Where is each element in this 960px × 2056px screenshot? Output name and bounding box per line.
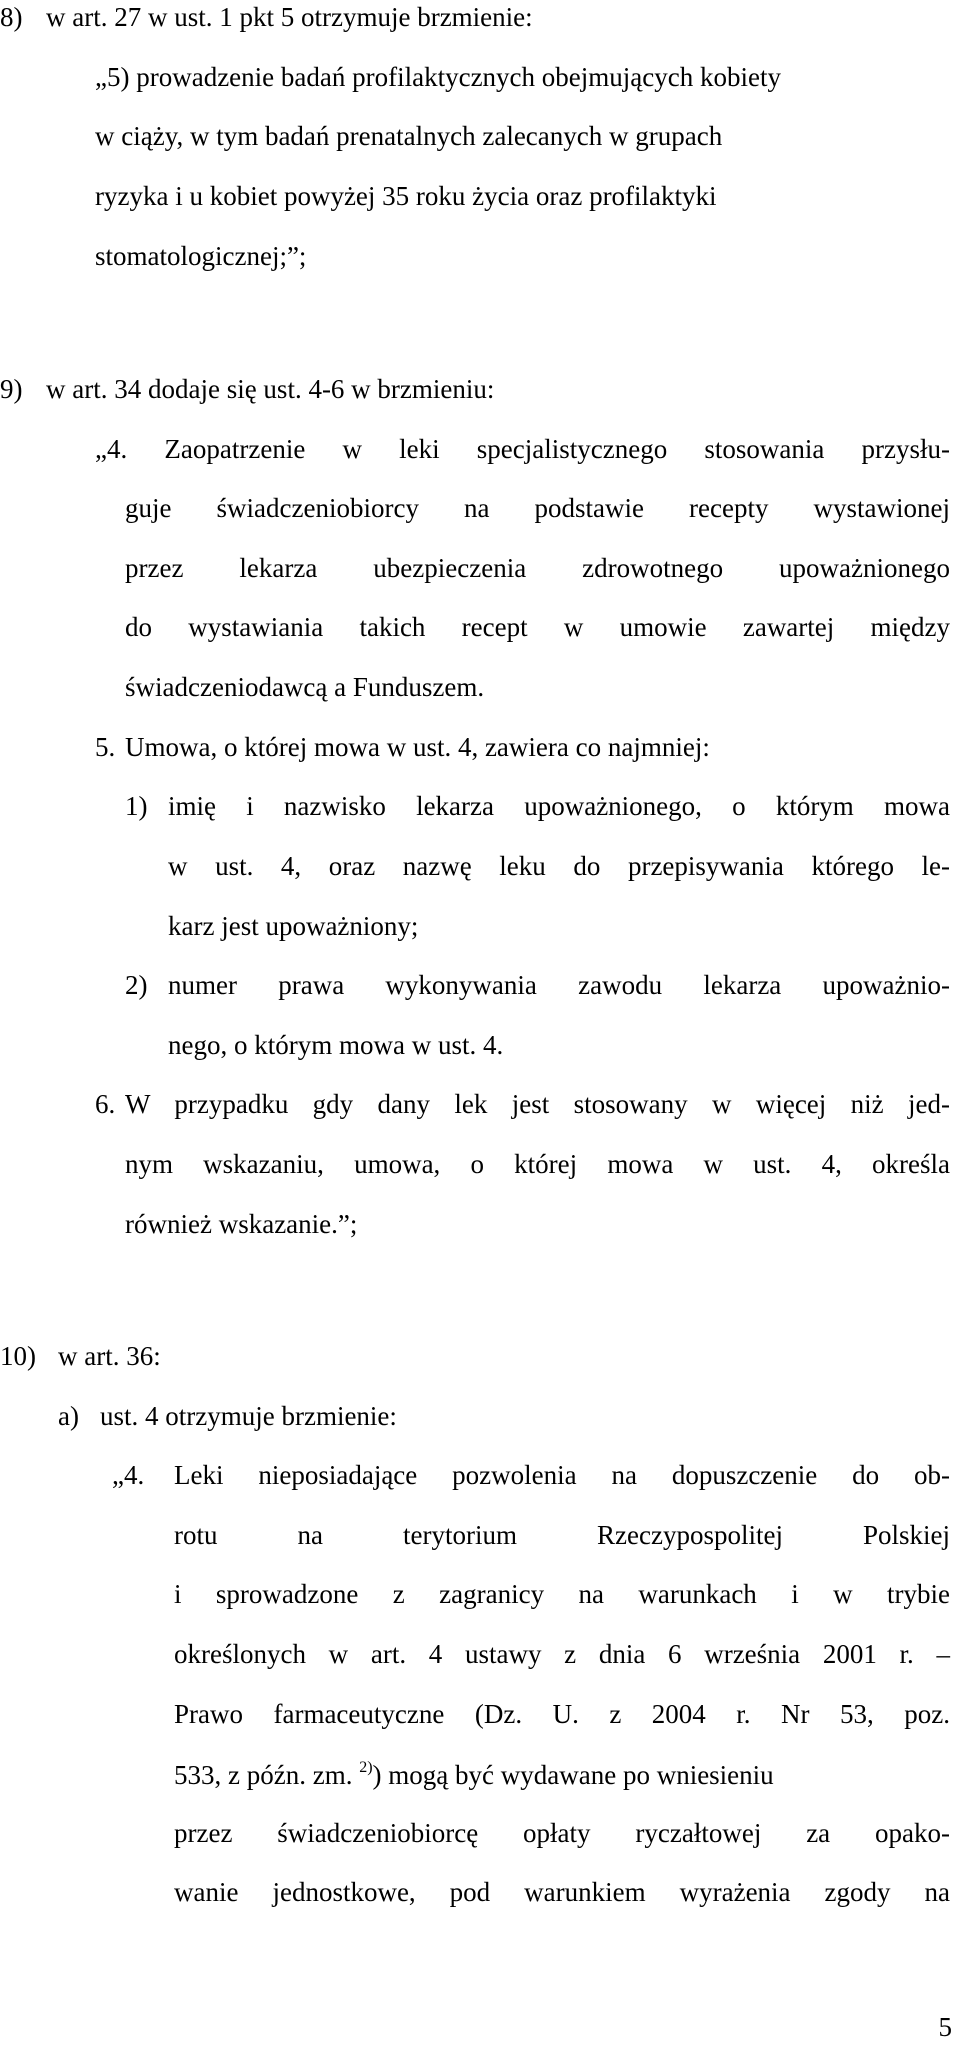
item-8-text: w art. 27 w ust. 1 pkt 5 otrzymuje brzmienie: xyxy=(46,2,533,32)
quote-4b-line-2: rotu na terytorium Rzeczypospolitej Polskiej xyxy=(174,1520,950,1550)
para-6-line-2: nym wskazaniu, umowa, o której mowa w ust. 4, określa xyxy=(125,1149,950,1179)
quote-4-line-5: świadczeniodawcą a Funduszem. xyxy=(125,672,485,702)
quote-4b-line-3: i sprowadzone z zagranicy na warunkach i w trybie xyxy=(174,1579,950,1609)
para-5-number: 5. xyxy=(95,732,116,762)
quote-4b-line-1: Leki nieposiadające pozwolenia na dopuszczenie do ob- xyxy=(174,1460,950,1490)
point-2-line-2: nego, o którym mowa w ust. 4. xyxy=(168,1030,504,1060)
quote-4b-line-7: przez świadczeniobiorcę opłaty ryczałtowej za opako- xyxy=(174,1818,950,1848)
point-2-number: 2) xyxy=(125,970,148,1000)
item-8-number: 8) xyxy=(0,2,23,32)
point-1-line-3: karz jest upoważniony; xyxy=(168,911,419,941)
para-6-number: 6. xyxy=(95,1089,116,1119)
quote-4-line-1: „4. Zaopatrzenie w leki specjalistycznego stosowania przysłu- xyxy=(95,434,950,464)
page-number: 5 xyxy=(938,2012,952,2042)
quote-4b-number: „4. xyxy=(112,1460,145,1490)
quote-4b-line-5: Prawo farmaceutyczne (Dz. U. z 2004 r. Nr 53, poz. xyxy=(174,1699,950,1729)
quote-4-line-3: przez lekarza ubezpieczenia zdrowotnego upoważnionego xyxy=(125,553,950,583)
quote-5-line-2: w ciąży, w tym badań prenatalnych zalecanych w grupach xyxy=(95,121,723,151)
letter-a-number: a) xyxy=(58,1401,79,1431)
point-2-line-1: numer prawa wykonywania zawodu lekarza upoważnio- xyxy=(168,970,950,1000)
item-10-text: w art. 36: xyxy=(58,1341,161,1371)
point-1-line-2: w ust. 4, oraz nazwę leku do przepisywania którego le- xyxy=(168,851,950,881)
point-1-number: 1) xyxy=(125,791,148,821)
para-6-line-3: również wskazanie.”; xyxy=(125,1209,358,1239)
quote-4b-line-6-end: ) mogą być wydawane po wniesieniu xyxy=(372,1760,774,1790)
point-1-line-1: imię i nazwisko lekarza upoważnionego, o którym mowa xyxy=(168,791,950,821)
footnote-ref-2: 2) xyxy=(359,1759,373,1776)
quote-4b-line-4: określonych w art. 4 ustawy z dnia 6 września 2001 r. – xyxy=(174,1639,950,1669)
item-10-number: 10) xyxy=(0,1341,36,1371)
para-5-text: Umowa, o której mowa w ust. 4, zawiera co najmniej: xyxy=(125,732,710,762)
quote-5-line-4: stomatologicznej;”; xyxy=(95,241,307,271)
quote-4b-line-6 xyxy=(174,1760,774,1789)
para-6-line-1: W przypadku gdy dany lek jest stosowany w więcej niż jed- xyxy=(125,1089,950,1119)
item-9-text: w art. 34 dodaje się ust. 4-6 w brzmieniu: xyxy=(46,374,495,404)
quote-5-line-3: ryzyka i u kobiet powyżej 35 roku życia oraz profilaktyki xyxy=(95,181,717,211)
quote-4b-line-6-start: 533, z późn. zm. xyxy=(174,1760,353,1790)
item-9-number: 9) xyxy=(0,374,23,404)
quote-5-line-1: „5) prowadzenie badań profilaktycznych obejmujących kobiety xyxy=(95,62,781,92)
quote-4b-line-8: wanie jednostkowe, pod warunkiem wyrażenia zgody na xyxy=(174,1877,950,1907)
letter-a-text: ust. 4 otrzymuje brzmienie: xyxy=(100,1401,397,1431)
quote-4-line-2: guje świadczeniobiorcy na podstawie recepty wystawionej xyxy=(125,493,950,523)
quote-4-line-4: do wystawiania takich recept w umowie zawartej między xyxy=(125,612,950,642)
